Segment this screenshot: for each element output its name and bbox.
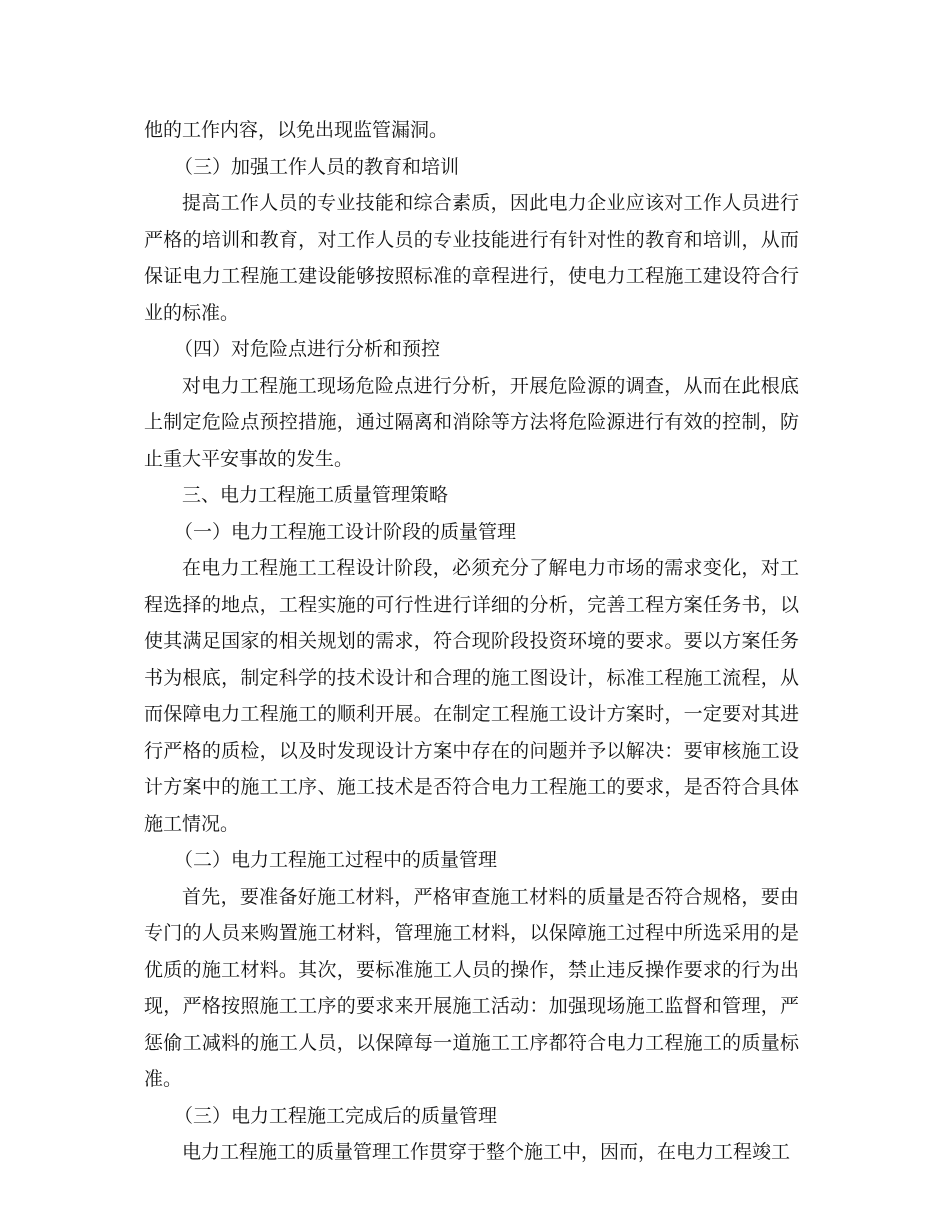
subheading-risk-control: （四）对危险点进行分析和预控 <box>174 338 441 360</box>
subheading-strengthen-training: （三）加强工作人员的教育和培训 <box>174 155 460 178</box>
paragraph-design-stage: 在电力工程施工工程设计阶段，必须充分了解电力市场的需求变化，对工程选择的地点，工程实施的可行性进行详细的分析，完善工程方案任务书，以使其满足国家的相关规划的需求，符合现阶段投资环境的要求。要以方案任务书为根底，制定科学的技术设计和合理的施工图设计，标准工程施工流程，从而保障电力工程施工的顺利开展。在制定工程施工设计方案时，一定要对其进行严格的质检，以及时发现设计方案中存在的问题并予以解决：要审核施工设计方案中的施工工序、施工技术是否符合电力工程施工的要求，是否符合具体施工情况。 <box>144 557 799 835</box>
document-body <box>144 112 799 1171</box>
paragraph-training: 提高工作人员的专业技能和综合素质，因此电力企业应该对工作人员进行严格的培训和教育，对工作人员的专业技能进行有针对性的教育和培训，从而保证电力工程施工建设能够按照标准的章程进行，使电力工程施工建设符合行业的标准。 <box>144 192 799 324</box>
paragraph-risk-control: 对电力工程施工现场危险点进行分析，开展危险源的调查，从而在此根底上制定危险点预控措施，通过隔离和消除等方法将危险源进行有效的控制，防止重大平安事故的发生。 <box>144 374 799 470</box>
section-heading-quality-strategy: 三、电力工程施工质量管理策略 <box>182 484 449 506</box>
paragraph-after-completion: 电力工程施工的质量管理工作贯穿于整个施工中，因而，在电力工程竣工 <box>182 1141 791 1163</box>
paragraph-construction-process: 首先，要准备好施工材料，严格审查施工材料的质量是否符合规格，要由专门的人员来购置施工材料，管理施工材料，以保障施工过程中所选采用的是优质的施工材料。其次，要标准施工人员的操作，禁止违反操作要求的行为出现，严格按照施工工序的要求来开展施工活动：加强现场施工监督和管理，严惩偷工减料的施工人员，以保障每一道施工工序都符合电力工程施工的质量标准。 <box>144 885 799 1090</box>
subheading-after-completion: （三）电力工程施工完成后的质量管理 <box>174 1104 498 1127</box>
subheading-design-stage: （一）电力工程施工设计阶段的质量管理 <box>174 520 517 543</box>
subheading-construction-process: （二）电力工程施工过程中的质量管理 <box>174 849 498 871</box>
continued-paragraph: 他的工作内容，以免出现监管漏洞。 <box>144 119 449 141</box>
